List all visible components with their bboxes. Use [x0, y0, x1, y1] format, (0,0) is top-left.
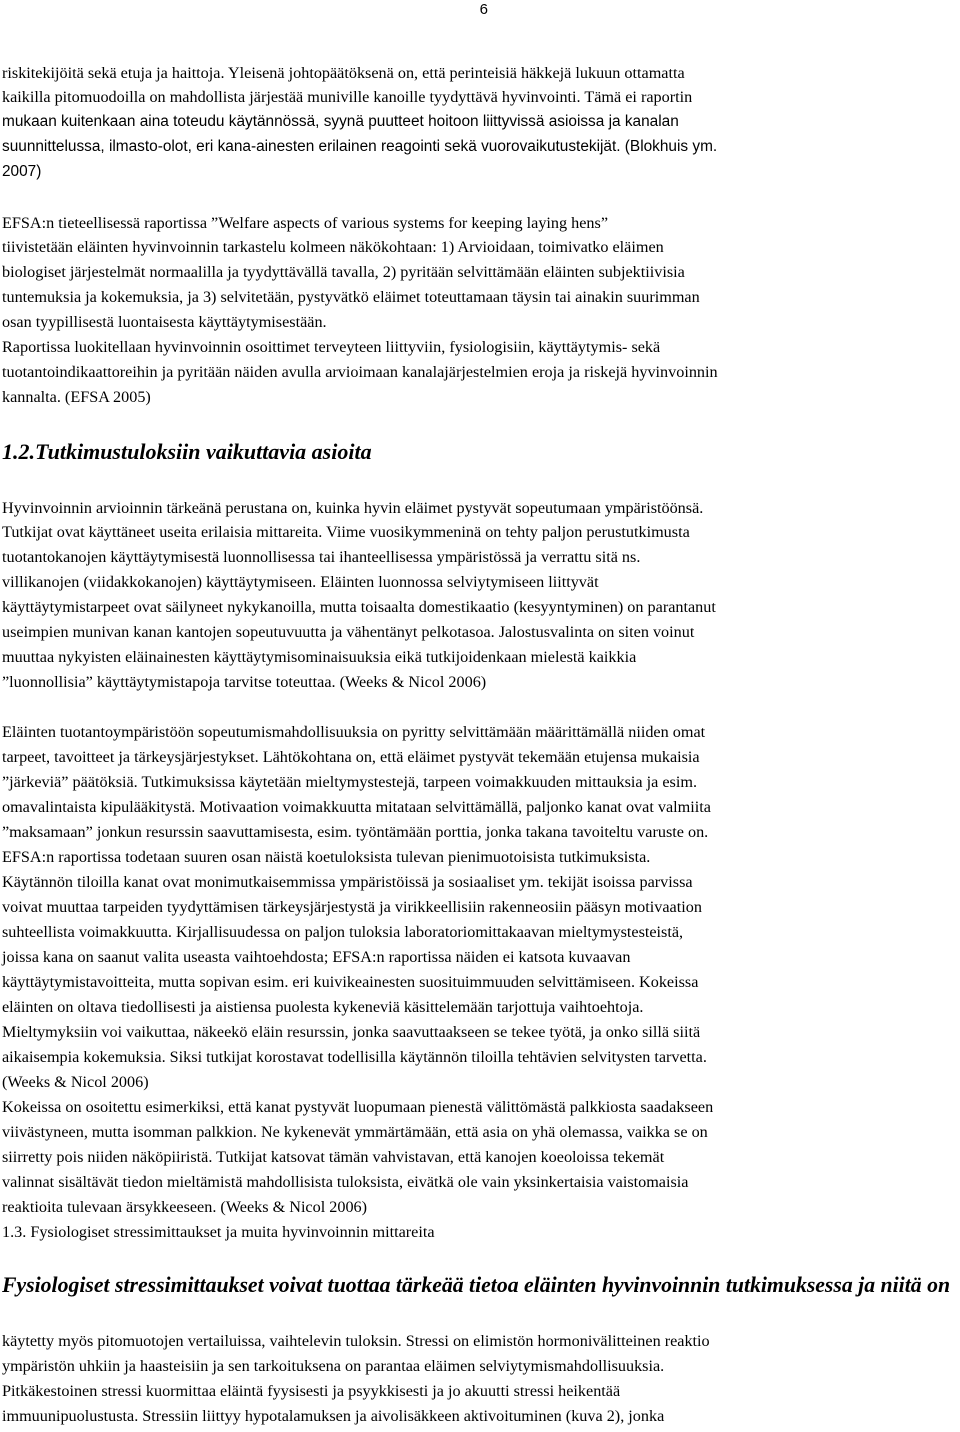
- text-line: EFSA:n tieteellisessä raportissa ”Welfare aspects of various systems for keeping laying hens”: [2, 214, 609, 232]
- text-line: ympäristön uhkiin ja haasteisiin ja sen tarkoituksena on parantaa eläimen selviytymismahdollisuuksia.: [2, 1357, 665, 1375]
- text-line: käyttäytymistavoitteita, mutta sopivan esim. eri kuivikeainesten suosituimmuuden selvittämiseen. Kokeissa: [2, 973, 699, 991]
- text-line: villikanojen (viidakkokanojen) käyttäytymiseen. Eläinten luonnossa selviytymiseen liittyvät: [2, 573, 599, 591]
- text-line: suhteellista voimakkuutta. Kirjallisuudessa on paljon tuloksia laboratoriomittakaavan mieltymystesteistä,: [2, 923, 684, 941]
- text-line: immuunipuolustusta. Stressiin liittyy hypotalamuksen ja aivolisäkkeen aktivoituminen (kuva 2), jonka: [2, 1407, 665, 1425]
- text-line: tarpeet, tavoitteet ja tärkeysjärjestykset. Lähtökohtana on, että eläimet pystyvät tekemään etujensa mukaisia: [2, 748, 700, 766]
- text-line: siirretty pois niiden näköpiiristä. Tutkijat katsovat tämän vahvistavan, että kanojen koeoloissa tekemät: [2, 1148, 665, 1166]
- text-line: tuotantoindikaattoreihin ja pyritään näiden avulla arvioimaan kanalajärjestelmien eroja ja riskejä hyvinvoinnin: [2, 363, 718, 381]
- text-line: voivat muuttaa tarpeiden tyydyttämisen tärkeysjärjestystä ja virikkeellisiin rakenneosiin pääsyn motivaation: [2, 898, 702, 916]
- text-line: eläinten on oltava tiedollisesti ja aistiensa puolesta kykeneviä käsittelemään tarjottuja vaihtoehtoja.: [2, 998, 644, 1016]
- text-line: riskitekijöitä sekä etuja ja haittoja. Yleisenä johtopäätöksenä on, että perinteisiä häkkejä lukuun ottamatta: [2, 64, 685, 82]
- text-line: osan tyypillisestä luontaisesta käyttäytymisestään.: [2, 313, 327, 331]
- text-line: Pitkäkestoinen stressi kuormittaa eläintä fyysisesti ja psyykkisesti ja jo akuutti stressi heikentää: [2, 1382, 621, 1400]
- text-line: Kokeissa on osoitettu esimerkiksi, että kanat pystyvät luopumaan pienestä välittömästä palkkiosta saadakseen: [2, 1098, 714, 1116]
- text-line: EFSA:n raportissa todetaan suuren osan näistä koetuloksista tulevan pienimuotoisista tutkimuksista.: [2, 848, 651, 866]
- text-line: useimpien munivan kanan kantojen sopeutuvuutta ja vähentänyt pelkotasoa. Jalostusvalinta on siten voinut: [2, 623, 695, 641]
- text-line: käyttäytymistarpeet ovat säilyneet nykykanoilla, mutta toisaalta domestikaatio (kesyyntyminen) on parantanut: [2, 598, 716, 616]
- text-line: Raportissa luokitellaan hyvinvoinnin osoittimet terveyteen liittyviin, fysiologisiin, käyttäytymis- sekä: [2, 338, 661, 356]
- text-line: Tutkijat ovat käyttäneet useita erilaisia mittareita. Viime vuosikymmeninä on tehty paljon perustutkimusta: [2, 523, 690, 541]
- section-heading-1-2: 1.2.Tutkimustuloksiin vaikuttavia asioita: [2, 439, 372, 464]
- text-line: ”maksamaan” jonkun resurssin saavuttamisesta, esim. työntämään porttia, jonka takana tavoiteltu varuste on.: [2, 823, 709, 841]
- text-line: 1.3. Fysiologiset stressimittaukset ja muita hyvinvoinnin mittareita: [2, 1223, 435, 1241]
- text-line: aikaisempia kokemuksia. Siksi tutkijat korostavat todellisilla käytännön tiloilla tehtävien selvitysten tarvetta.: [2, 1048, 707, 1066]
- text-line: tuntemuksia ja kokemuksia, ja 3) selvitetään, pystyvätkö eläimet toteuttamaan täysin tai ainakin suurimman: [2, 288, 700, 306]
- text-line: viivästyneen, mutta isomman palkkion. Ne kykenevät ymmärtämään, että asia on yhä olemassa, vaikka se on: [2, 1123, 708, 1141]
- text-line: (Weeks & Nicol 2006): [2, 1073, 149, 1091]
- text-line: valinnat sisältävät tiedon mieltämistä mahdollisista tuloksista, eivätkä ole vain yksinkertaisia vaistomaisia: [2, 1173, 689, 1191]
- text-line: biologiset järjestelmät normaalilla ja tyydyttävällä tavalla, 2) pyritään selvittämään eläinten subjektiivisia: [2, 263, 685, 281]
- text-line: suunnittelussa, ilmasto-olot, eri kana-ainesten erilainen reagointi sekä vuorovaikutustekijät. (Blokhuis ym.: [2, 138, 718, 155]
- text-line: Mieltymyksiin voi vaikuttaa, näkeekö eläin resurssin, jonka saavuttaakseen se tekee työtä, ja onko sillä siitä: [2, 1023, 701, 1041]
- text-line: ”luonnollisia” käyttäytymistapoja tarvitse toteuttaa. (Weeks & Nicol 2006): [2, 673, 487, 691]
- text-line: muuttaa nykyisten eläinainesten käyttäytymisominaisuuksia eikä tutkijoidenkaan mielestä kaikkia: [2, 648, 637, 666]
- text-line: kaikilla pitomuodoilla on mahdollista järjestää muniville kanoille tyydyttävä hyvinvointi. Tämä ei raportin: [2, 88, 693, 106]
- text-line: tuotantokanojen käyttäytymisestä luonnollisessa tai ihanteellisessa ympäristössä ja verrattu sitä ns.: [2, 548, 641, 566]
- text-line: ”järkeviä” päätöksiä. Tutkimuksissa käytetään mieltymystestejä, tarpeen voimakkuuden mittauksia ja esim.: [2, 773, 697, 791]
- text-line: Eläinten tuotantoympäristöön sopeutumismahdollisuuksia on pyritty selvittämään määrittämällä niiden omat: [2, 723, 706, 741]
- text-line: 2007): [2, 163, 42, 180]
- text-line: joissa kana on saanut valita useasta vaihtoehdosta; EFSA:n raportissa näiden ei katsota kuvaavan: [2, 948, 631, 966]
- text-line: kannalta. (EFSA 2005): [2, 388, 151, 406]
- text-line: mukaan kuitenkaan aina toteudu käytännössä, syynä puutteet hoitoon liittyvissä asioissa ja kanalan: [2, 113, 679, 130]
- text-line: tiivistetään eläinten hyvinvoinnin tarkastelu kolmeen näkökohtaan: 1) Arvioidaan, toimivatko eläimen: [2, 238, 664, 256]
- text-line: käytetty myös pitomuotojen vertailuissa, vaihtelevin tuloksin. Stressi on elimistön hormonivälitteinen reaktio: [2, 1332, 710, 1350]
- text-line: reaktioita tulevaan ärsykkeeseen. (Weeks & Nicol 2006): [2, 1198, 368, 1216]
- text-line: omavalintaista kipulääkitystä. Motivaation voimakkuutta mitataan selvittämällä, paljonko kanat ovat valmiita: [2, 798, 711, 816]
- section-heading-1-3: Fysiologiset stressimittaukset voivat tuottaa tärkeää tietoa eläinten hyvinvoinnin tutkimuksessa ja niitä on: [2, 1273, 951, 1297]
- page-number: 6: [479, 1, 488, 18]
- text-line: Käytännön tiloilla kanat ovat monimutkaisemmissa ympäristöissä ja sosiaaliset ym. tekijät isoissa parvissa: [2, 873, 693, 891]
- text-line: Hyvinvoinnin arvioinnin tärkeänä perustana on, kuinka hyvin eläimet pystyvät sopeutumaan ympäristöönsä.: [2, 499, 704, 517]
